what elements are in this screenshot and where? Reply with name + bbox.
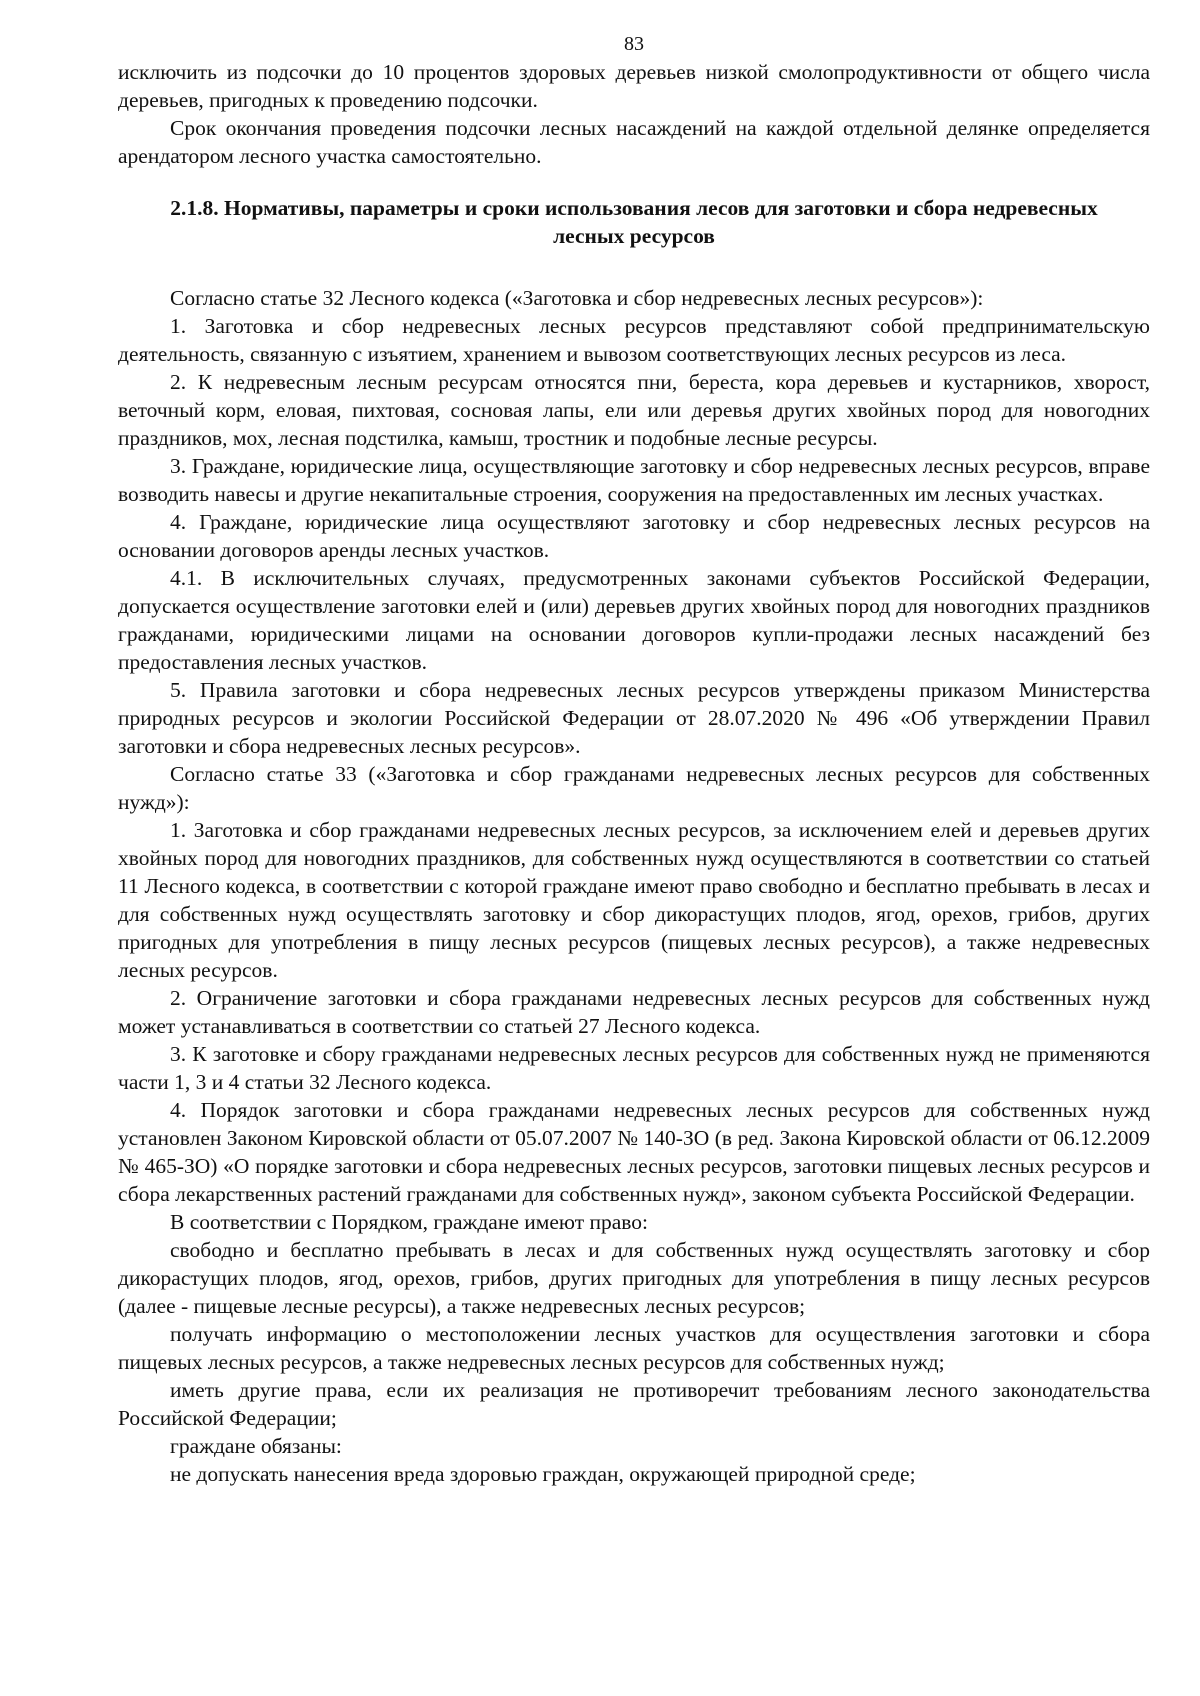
document-page [118, 30, 1150, 1488]
body-paragraph: 1. Заготовка и сбор недревесных лесных ресурсов представляют собой предпринимательскую деятельность, связанную с изъятием, хранением и вывозом соответствующих лесных ресурсов из леса. [118, 314, 1150, 366]
section-heading: 2.1.8. Нормативы, параметры и сроки использования лесов для заготовки и сбора недревесных лесных ресурсов [170, 196, 1098, 248]
body-paragraph: 3. К заготовке и сбору гражданами недревесных лесных ресурсов для собственных нужд не применяются части 1, 3 и 4 статьи 32 Лесного кодекса. [118, 1042, 1150, 1094]
body-paragraph: 4. Порядок заготовки и сбора гражданами недревесных лесных ресурсов для собственных нужд установлен Законом Кировской области от 05.07.2007 № 140-ЗО (в ред. Закона Кировской области от 06.12.2009 № 465-ЗО) «О порядке заготовки и сбора недревесных лесных ресурсов, заготовки пищевых лесных ресурсов и сбора лекарственных растений гражданами для собственных нужд», законом субъекта Российской Федерации. [118, 1098, 1150, 1206]
body-paragraph: 3. Граждане, юридические лица, осуществляющие заготовку и сбор недревесных лесных ресурсов, вправе возводить навесы и другие некапитальные строения, сооружения на предоставленных им лесных участках. [118, 454, 1150, 506]
body-paragraph: В соответствии с Порядком, граждане имеют право: [170, 1210, 648, 1234]
intro-paragraph: Срок окончания проведения подсочки лесных насаждений на каждой отдельной делянке определяется арендатором лесного участка самостоятельно. [118, 116, 1150, 168]
body-paragraph: 4. Граждане, юридические лица осуществляют заготовку и сбор недревесных лесных ресурсов на основании договоров аренды лесных участков. [118, 510, 1150, 562]
body-paragraph: получать информацию о местоположении лесных участков для осуществления заготовки и сбора пищевых лесных ресурсов, а также недревесных лесных ресурсов для собственных нужд; [118, 1322, 1150, 1374]
body-paragraph: 5. Правила заготовки и сбора недревесных лесных ресурсов утверждены приказом Министерства природных ресурсов и экологии Российской Федерации от 28.07.2020 № 496 «Об утверждении Правил заготовки и сбора недревесных лесных ресурсов». [118, 678, 1150, 758]
body-paragraph: Согласно статье 32 Лесного кодекса («Заготовка и сбор недревесных лесных ресурсов»): [170, 286, 984, 310]
page-number: 83 [624, 33, 644, 55]
body-paragraph: свободно и бесплатно пребывать в лесах и для собственных нужд осуществлять заготовку и сбор дикорастущих плодов, ягод, орехов, грибов, других пригодных для употребления в пищу лесных ресурсов (далее - пищевые лесные ресурсы), а также недревесных лесных ресурсов; [118, 1238, 1150, 1318]
body-paragraph: 2. Ограничение заготовки и сбора гражданами недревесных лесных ресурсов для собственных нужд может устанавливаться в соответствии со статьей 27 Лесного кодекса. [118, 986, 1150, 1038]
intro-paragraph-continuation: исключить из подсочки до 10 процентов здоровых деревьев низкой смолопродуктивности от общего числа деревьев, пригодных к проведению подсочки. [118, 60, 1150, 112]
body-paragraph: иметь другие права, если их реализация не противоречит требованиям лесного законодательства Российской Федерации; [118, 1378, 1150, 1430]
body-paragraph: 2. К недревесным лесным ресурсам относятся пни, береста, кора деревьев и кустарников, хворост, веточный корм, еловая, пихтовая, сосновая лапы, ели или деревья других хвойных пород для новогодних праздников, мох, лесная подстилка, камыш, тростник и подобные лесные ресурсы. [118, 370, 1150, 450]
body-paragraph: граждане обязаны: [170, 1434, 342, 1458]
body-paragraph: не допускать нанесения вреда здоровью граждан, окружающей природной среде; [170, 1462, 916, 1486]
body-paragraph: Согласно статье 33 («Заготовка и сбор гражданами недревесных лесных ресурсов для собственных нужд»): [118, 762, 1150, 814]
body-paragraph: 4.1. В исключительных случаях, предусмотренных законами субъектов Российской Федерации, допускается осуществление заготовки елей и (или) деревьев других хвойных пород для новогодних праздников гражданами, юридическими лицами на основании договоров купли-продажи лесных насаждений без предоставления лесных участков. [118, 566, 1150, 674]
body-paragraph: 1. Заготовка и сбор гражданами недревесных лесных ресурсов, за исключением елей и деревьев других хвойных пород для новогодних праздников, для собственных нужд осуществляются в соответствии со статьей 11 Лесного кодекса, в соответствии с которой граждане имеют право свободно и бесплатно пребывать в лесах и для собственных нужд осуществлять заготовку и сбор дикорастущих плодов, ягод, орехов, грибов, других пригодных для употребления в пищу лесных ресурсов (пищевых лесных ресурсов), а также недревесных лесных ресурсов. [118, 818, 1150, 982]
